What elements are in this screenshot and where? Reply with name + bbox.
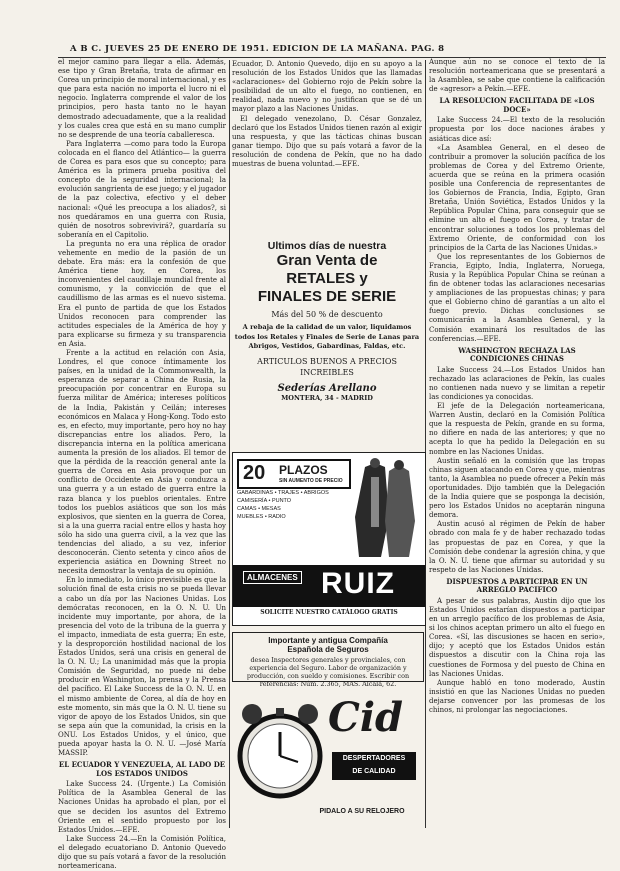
list-item: CAMISERÍA bbox=[237, 498, 267, 504]
cid-tagline1: DESPERTADORES bbox=[342, 755, 406, 762]
article-paragraph: Aunque aún no se conoce el texto de la resolución norteamericana que se presentará a la Asamblea, se sabe que contiene la calificación de «agresor» a Pekín.—EFE. bbox=[429, 58, 605, 94]
plazos-sub: SIN AUMENTO DE PRECIO bbox=[279, 478, 343, 484]
ad-retales-line2: RETALES y bbox=[286, 270, 368, 287]
ad-seguros bbox=[232, 632, 424, 688]
ad-retales bbox=[232, 236, 422, 446]
column-rule bbox=[425, 60, 426, 828]
ad-retales-articles: ARTICULOS BUENOS A PRECIOS INCREIBLES bbox=[257, 356, 397, 377]
list-item: CAMAS bbox=[237, 506, 257, 512]
cid-tagline2: DE CALIDAD bbox=[352, 768, 396, 775]
ad-retales-top: Ultimos días de nuestra bbox=[267, 240, 387, 252]
ruiz-footer: SOLICITE NUESTRO CATÁLOGO GRATIS bbox=[260, 609, 398, 616]
section-heading: DISPUESTOS A PARTICIPAR EN UN ARREGLO PACIFICO bbox=[446, 576, 588, 595]
article-paragraph: La pregunta no era una réplica de orador vehemente en medio de la pasión de un debate. Era más: era la confesión de que América tiene hoy, en Corea, los inconvenientes del caudillaje mundial frente al comunismo, y la convicción de que el caudillismo de las armas es el nuevo sistema. Era el punto de partida de que los Estados Unidos reconocen para comprender las actitudes especiales de la América de hoy y para explicarse su firmeza y su transparencia en Asia. bbox=[58, 239, 226, 348]
article-paragraph: Lake Success 24.—El texto de la resolución propuesta por los doce naciones árabes y asiáticas dice así: bbox=[429, 116, 605, 143]
cid-tagline-box bbox=[332, 752, 416, 780]
column-right bbox=[429, 58, 605, 828]
ad-retales-line3: FINALES DE SERIE bbox=[257, 288, 397, 305]
list-item: MUEBLES bbox=[237, 514, 264, 520]
list-item: RADIO bbox=[268, 514, 286, 520]
ad-retales-brand: Sederías Arellano bbox=[277, 382, 377, 394]
article-paragraph: Lake Success 24.—Los Estados Unidos han rechazado las aclaraciones de Pekín, las cuales no contienen nada nuevo y se limitan a repetir las condiciones ya conocidas. bbox=[429, 365, 605, 401]
article-paragraph: Lake Success 24.—En la Comisión Política, el delegado ecuatoriano D. Antonio Quevedo dijo que su país votará a favor de la resolución norteamericana. bbox=[58, 834, 226, 871]
list-item: GABARDINAS bbox=[237, 490, 274, 496]
plazos-box bbox=[237, 459, 351, 489]
article-paragraph: A pesar de sus palabras, Austin dijo que los Estados Unidos estarían dispuestos a participar en un arreglo pacífico de los problemas de Asia, si los chinos aceptan primero un alto el fuego en Corea. «Sí, las discusiones se hacen en serio», dijo; y aceptó que los Estados Unidos están dispuestos a discutir con la China roja las cuestiones de Formosa y del puesto de China en las Naciones Unidas. bbox=[429, 596, 605, 678]
alarm-clock-illustration bbox=[232, 700, 332, 812]
ruiz-logo: RUIZ bbox=[321, 567, 395, 600]
column-center-text bbox=[232, 60, 422, 202]
list-item: ABRIGOS bbox=[303, 490, 329, 496]
ad-ruiz bbox=[232, 452, 426, 626]
article-paragraph: Aunque habló en tono moderado, Austin insistió en que las Naciones Unidas no pueden dejarse convencer por las promesas de los chinos, ni prolongar las negociaciones. bbox=[429, 678, 605, 714]
ruiz-banner bbox=[233, 565, 425, 607]
article-paragraph: El delegado venezolano, D. César Gonzalez, declaró que los Estados Unidos tienen razón al exigir una respuesta, y que las tácticas chinas buscan ganar tiempo. Dijo que su país votará a favor de la resolución de condena de Pekín, que no ha dado muestras de buena voluntad.—EFE. bbox=[232, 114, 422, 169]
column-rule bbox=[229, 60, 230, 828]
section-heading: LA RESOLUCION FACILITADA DE «LOS DOCE» bbox=[439, 96, 595, 114]
article-paragraph: Para Inglaterra —como para todo la Europa colocada en el flanco del Atlántico— la guerra de Corea es para esos que su concepto; para América es la primera prueba positiva del concepto de la seguridad internacional; la evolución sangrienta de ese juego; y el jugador de la paz colectiva, efectivo y el deber nacional: «Qué les preocupa a los aliados?, si nos quedáramos en una guerra con Rusia, quién de nosotros sobrevivirá?, guardaría su soberanía en el Capitolio. bbox=[58, 139, 226, 239]
article-paragraph: Que los representantes de los Gobiernos de Francia, Egipto, India, Inglaterra, Noruega, Rusia y la República Popular China se reúnan a fin de obtener todas las aclaraciones necesarias y ampliaciones de las propuestas chinas; y para que el Gobierno chino dé garantías a un alto el fuego previo. Dichas conclusiones se comunicarán a la Asamblea General, y la Comisión examinará los resultados de las conferencias.—EFE. bbox=[429, 252, 605, 343]
seguros-title2: Española de Seguros bbox=[287, 645, 369, 654]
ad-retales-address: MONTERA, 34 - MADRID bbox=[281, 393, 373, 402]
list-item: TRAJES bbox=[277, 490, 300, 496]
article-paragraph: Austin señaló en la comisión que las tropas chinas siguen atacando en Corea y que, mientras tanto, la Asamblea no puede ofrecer a Pekín más oportunidades. Dijo también que la Delegación de la India quiere que se posponga la decisión, pero los Estados Unidos no aceptarán ninguna demora. bbox=[429, 456, 605, 520]
cid-logo: Cid bbox=[328, 694, 403, 741]
column-left bbox=[58, 58, 226, 871]
ad-retales-discount: Más del 50 % de descuento bbox=[271, 310, 383, 319]
ad-cid bbox=[232, 686, 422, 826]
coats-illustration bbox=[351, 457, 419, 561]
page-header: A B C. JUEVES 25 DE ENERO DE 1951. EDICION DE LA MAÑANA. PAG. 8 bbox=[70, 44, 445, 54]
section-heading: WASHINGTON RECHAZA LAS CONDICIONES CHINAS bbox=[458, 345, 576, 364]
plazos-word: PLAZOS bbox=[279, 463, 328, 477]
article-paragraph: Ecuador, D. Antonio Quevedo, dijo en su apoyo a la resolución de los Estados Unidos que las llamadas «aclaraciones» del Gobierno rojo de Pekín sobre la posibilidad de un alto el fuego, no contienen, en realidad, nada nuevo y no justifican que se dé un mayor plazo a las Naciones Unidas. bbox=[232, 60, 422, 114]
ad-retales-body: A rebaja de la calidad de un valor, liquidamos todos los Retales y Finales de Serie de Lanas para Abrigos, Vestidos, Gabardinas, Faldas, etc. bbox=[234, 323, 420, 351]
article-paragraph: Lake Success 24. (Urgente.) La Comisión Política de la Asamblea General de las Naciones Unidas ha aprobado el plan, por el que se deciden los asuntos del Extremo Oriente en el sentido propuesto por los Estados Unidos.—EFE. bbox=[58, 780, 226, 834]
article-paragraph: El jefe de la Delegación norteamericana, Warren Austin, declaró en la Comisión Política que la respuesta de Pekín, grande en su forma, no difiere en nada de las anteriores; y que no acepta lo que ha pedido la Delegación en su nombre en las Naciones Unidas. bbox=[429, 402, 605, 456]
seguros-body: desea Inspectores generales y provinciales, con experiencia del Seguro. Labor de organización y producción, con sueldo y comisiones. Escribir con referencias: Núm. 2.365, MAS. Alcalá, 62. bbox=[246, 656, 410, 688]
article-paragraph: el mejor camino para llegar a ella. Además, ese tipo y Gran Bretaña, trata de afirmar en Corea un principio de moral internacional, y es que para esta nación no importa el lucro ni el negocio. Inglaterra comprende el valor de los principios, pero hasta tanto no le hayan demostrado adecuadamente, que a la realidad y los cuales crea que está en su mano cumplir no se desprende de una teoría caballeresca. bbox=[58, 58, 226, 139]
list-item: PUNTO bbox=[271, 498, 292, 504]
article-paragraph: En lo inmediato, lo único previsible es que la solución final de esta crisis no se pueda llevar a cabo un día por las Naciones Unidas. Los demócratas reconocen, en la O. N. U. Un incidente muy importante, por ahora, de la presencia del voto de la tribuna de la guerra y el impacto, inmediata de esta guerra; En este, y la desproporción hostilidad nacional de los Estados Unidos, será una crisis en general de la O. N. U.; La unanimidad más que la propia Comisión de Seguridad, no puede ni debe producir en Washington, la prensa y la Prensa del pacífico. El Lake Success de la O. N. U. en el mismo ambiente de Corea, al día de hoy en este momento, sin más que la O. N. U. tiene su vigor de apoyo de los Estados Unidos, sin que se sepa aún que la comunidad, la crisis en la ONU. Los Estados Unidos, y el único, que pueda apoyar hasta la O. N. U. —José María MASSIP. bbox=[58, 576, 226, 758]
ruiz-product-list: GABARDINAS • TRAJES • ABRIGOS CAMISERÍA • PUNTO CAMAS • MESAS MUEBLES • RADIO bbox=[237, 490, 329, 520]
ad-retales-line1: Gran Venta de bbox=[276, 252, 378, 269]
almacenes-label: ALMACENES bbox=[243, 571, 302, 584]
list-item: MESAS bbox=[261, 506, 281, 512]
cid-cta: PIDALO A SU RELOJERO bbox=[319, 808, 405, 815]
seguros-title1: Importante y antigua Compañía bbox=[268, 636, 388, 645]
article-paragraph: «La Asamblea General, en el deseo de contribuir a promover la solución pacífica de los problemas de Corea y del Extremo Oriente, acuerda que se reúna en la primera ocasión posible una Conferencia de representantes de los Gobiernos de Francia, India, Egipto, Gran Bretaña, Unión Soviética, Estados Unidos y la República Popular China, para conseguir que se elimine un alto el fuego en Corea, y tratar de encontrar soluciones a todos los problemas del Extremo Oriente, de conformidad con los principios de la Carta de las Naciones Unidas.» bbox=[429, 143, 605, 252]
article-paragraph: Frente a la actitud en relación con Asia, Londres, el que conoce íntimamente los países, en la unidad de la Commonwealth, la esperanza de separar a China de Rusia, la preocupación por concentrar en Europa su fuerza militar de América; intereses políticos de la India, Pakistán y Ceilán; intereses económicos en Malaca y Hong-Kong. Todo esto es, en efecto, muy importante, pero hoy no hay discrepancias entre los aliados. Pero, la discrepancia interna en la política americana aumenta la presión de los aliados. El temor de que la pérdida de la reacción general ante la guerra de Corea en Asia provoque por un conflicto de Occidente en Asia y conduzca a una guerra y a un estado de guerra entre la raza blanca y los pueblos orientales. Entre todos los pueblos asiáticos que son los más explosivos, que sienten en la guerra de Corea, si a la una guerra racial entre ellos y hasta hoy sólo ha sido una guerra civil, a la vez que las tendencias del aliado, a su vez, inferior desconocerán. Ciento setenta y cinco años de experiencia asiática en Downing Street no necesita demostrar la ventaja de su opinión. bbox=[58, 349, 226, 576]
plazos-number: 20 bbox=[243, 462, 266, 484]
article-paragraph: Austin acusó al régimen de Pekín de haber obrado con mala fe y de haber rechazado todas las propuestas de paz en Corea, y que la Comisión debe condenar la agresión china, y que la O. N. U. tiene que afirmar su autoridad y su respeto de las Naciones Unidas. bbox=[429, 520, 605, 574]
section-heading: EL ECUADOR Y VENEZUELA, AL LADO DE LOS ESTADOS UNIDOS bbox=[58, 760, 226, 778]
